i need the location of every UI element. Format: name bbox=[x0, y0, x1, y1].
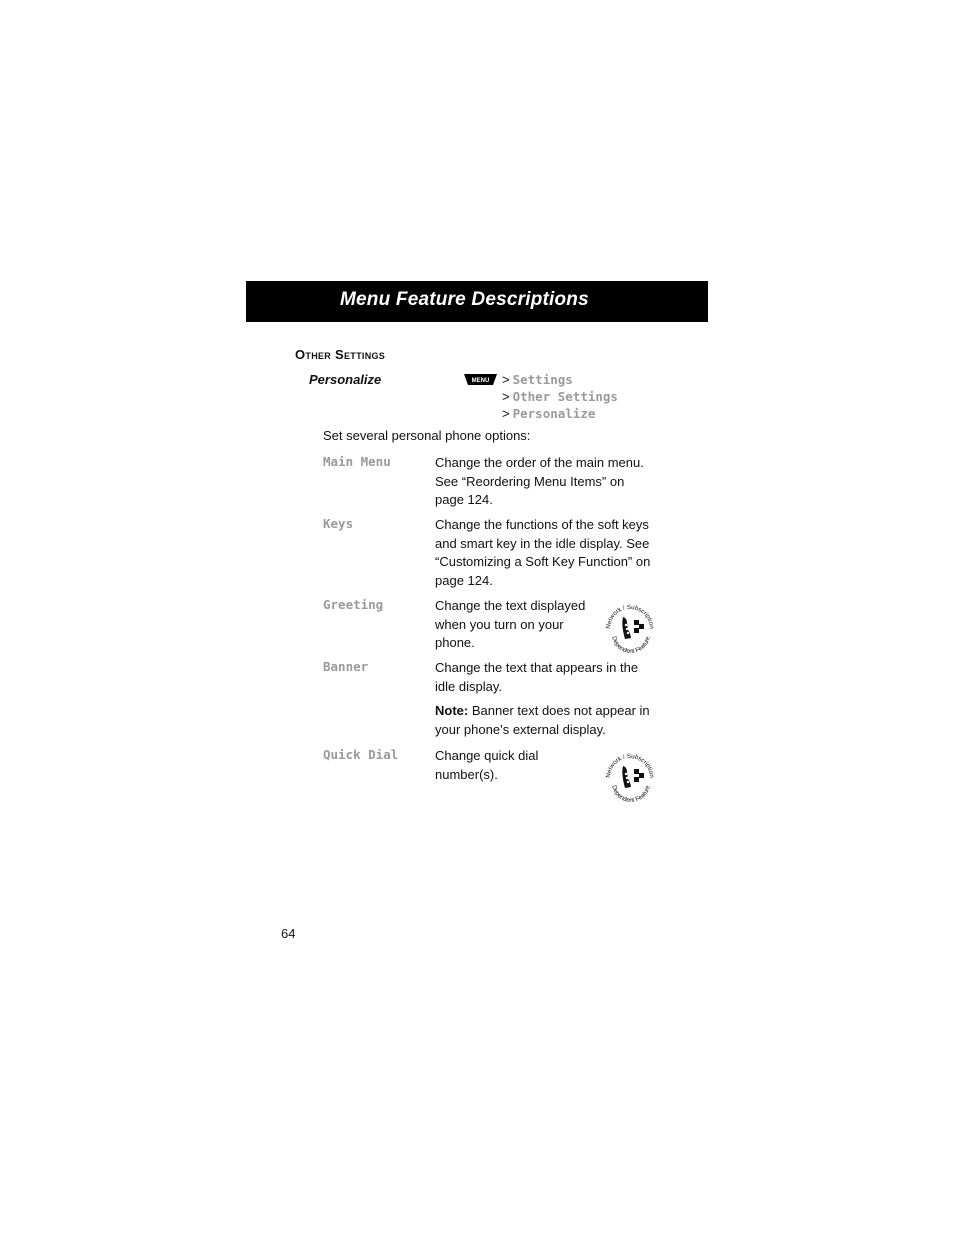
intro-text: Set several personal phone options: bbox=[323, 428, 531, 443]
menu-path-item: Settings bbox=[512, 372, 573, 387]
page-number: 64 bbox=[281, 926, 296, 941]
svg-text:Network / Subscription: Network / Subscription bbox=[604, 603, 656, 630]
network-subscription-badge-icon bbox=[603, 749, 657, 803]
option-term: Greeting bbox=[323, 597, 384, 612]
menu-path bbox=[502, 371, 618, 422]
svg-text:Dependent Feature: Dependent Feature bbox=[610, 635, 652, 654]
menu-key-icon bbox=[464, 374, 497, 385]
svg-text:Network / Subscription: Network / Subscription bbox=[604, 752, 656, 779]
header-bar bbox=[246, 281, 708, 322]
page-title: Menu Feature Descriptions bbox=[340, 289, 589, 310]
section-title: Other Settings bbox=[295, 347, 386, 362]
option-description: Change quick dial number(s). bbox=[435, 748, 539, 782]
option-term: Main Menu bbox=[323, 454, 391, 469]
menu-path-item: Other Settings bbox=[512, 389, 618, 404]
option-term: Quick Dial bbox=[323, 747, 399, 762]
option-description: Change the text displayed when you turn on your phone. bbox=[435, 598, 586, 651]
note-line: Note: Banner text does not appear in bbox=[435, 703, 650, 719]
option-term: Keys bbox=[323, 516, 354, 531]
menu-path-step: > Settings bbox=[502, 372, 573, 387]
menu-path-step: > Personalize bbox=[502, 406, 596, 421]
menu-key-label: MENU bbox=[471, 378, 490, 384]
note-label: Note: bbox=[435, 703, 469, 719]
option-description: Change the text that appears in the idle display. Note: Banner text does not appear in your phone’s external display. bbox=[435, 660, 650, 738]
menu-path-item: Personalize bbox=[512, 406, 596, 421]
option-term: Banner bbox=[323, 659, 369, 674]
option-description: Change the functions of the soft keys and smart key in the idle display. See “Customizing a Soft Key Function” on page 124. bbox=[435, 517, 651, 589]
svg-text:Dependent Feature: Dependent Feature bbox=[610, 784, 652, 803]
option-description: Change the order of the main menu. See “Reordering Menu Items” on page 124. bbox=[435, 455, 644, 508]
network-subscription-badge-icon bbox=[603, 600, 657, 654]
feature-name: Personalize bbox=[309, 372, 382, 387]
menu-path-step: > Other Settings bbox=[502, 389, 618, 404]
